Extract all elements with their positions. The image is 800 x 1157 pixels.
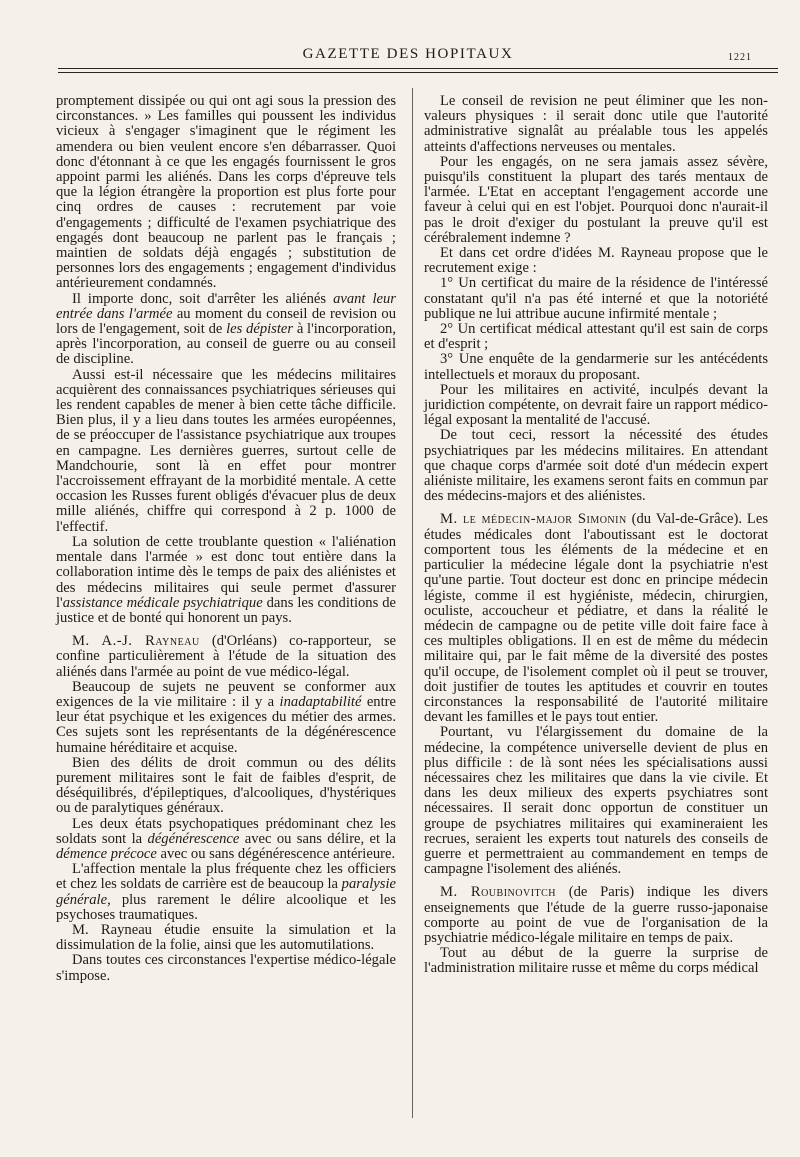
speaker-name: M. le médecin-major Simonin [440,511,627,528]
publication-title: GAZETTE DES HOPITAUX [302,46,514,62]
paragraph: De tout ceci, ressort la nécessité des études psychiatriques par les médecins militaires. En attendant que chaque corps d'armée soit doté d'un médecin expert aliéniste militaire, les examens seront faits en commun par des médecins-majors et des aliénistes. [424,427,768,505]
header-rule [58,68,778,69]
paragraph: Bien des délits de droit commun ou des délits purement militaires sont le fait de faibles d'esprit, de déséquilibrés, d'épileptiques, d'alcooliques, d'hystériques ou de paralytiques généraux. [56,754,396,817]
paragraph: Pour les militaires en activité, inculpés devant la juridiction compétente, on devrait faire un rapport médico-légal exposant la mentalité de l'accusé. [424,381,768,429]
paragraph: promptement dissipée ou qui ont agi sous la pression des circonstances. » Les familles qui poussent les individus vicieux à s'engager s'imaginent que le régiment les amendera ou bien veulent encore s'en débarrasser. Quoi donc d'étonnant à ce que les engagés fournissent le gros appoint parmi les aliénés. Dans les corps d'épreuve tels que la légion étrangère la proportion est plus forte pour cinq ordres de causes : recrutement par voie d'engagements ; difficulté de l'examen psychiatrique des engagés dont beaucoup ne parlent pas le français ; maintien de soldats déjà engagés ; substitution de personnes lors des engagements ; engagement d'individus antérieurement condamnés. [56,93,396,292]
paragraph: Le conseil de revision ne peut éliminer que les non-valeurs physiques : il serait donc utile que l'autorité administrative signalât au préalable tous les appelés atteints d'affections nerveuses ou mentales. [424,93,768,155]
paragraph: Beaucoup de sujets ne peuvent se conformer aux exigences de la vie militaire : il y a inadaptabilité entre leur état psychique et les exigences du métier des armes. Ces sujets sont les représentants de la dégénérescence humaine héréditaire et acquise. [56,678,396,756]
speaker-name: M. Roubinovitch [440,884,557,901]
list-item: 1° Un certificat du maire de la résidence de l'intéressé constatant qu'il n'a pas été interné et que la notoriété publique ne lui attribue aucune infirmité mentale ; [424,275,768,322]
page-header [56,46,760,68]
right-column [424,94,768,977]
paragraph: M. Rayneau étudie ensuite la simulation et la dissimulation de la folie, ainsi que les automutilations. [56,921,396,954]
paragraph: L'affection mentale la plus fréquente chez les officiers et chez les soldats de carrière est de beaucoup la paralysie générale, plus rarement le délire alcoolique et les psychoses traumatiques. [56,861,396,923]
paragraph: M. le médecin-major Simonin (du Val-de-Grâce). Les études médicales dont l'aboutissant est le doctorat comportent tous les éléments de la médecine et en particulier la médecine légale dont la psychiatrie n'est qu'une partie. Tout docteur est donc en principe médecin légiste, comme il est hygiéniste, médecin, chirurgien, oculiste, accoucheur et pédiatre, et dans la réalité le médecin de campagne ou de petite ville doit faire face à ces multiples obligations. Il en est de même du médecin militaire qui, par le fait même de la diversité des postes qu'il occupe, de l'isolement complet où il peut se trouver, doit justifier de toutes les aptitudes et couvrir en toutes circonstances la responsabilité de l'autorité militaire devant les familles et le pays tout entier. [424,511,768,726]
paragraph: Aussi est-il nécessaire que les médecins militaires acquièrent des connaissances psychiatriques sérieuses qui les rendent capables de mener à bien cette tâche difficile. Bien plus, il y a lieu dans toutes les armées européennes, de se préoccuper de l'assistance psychiatrique aux troupes en campagne. Les dernières guerres, surtout celle de Mandchourie, sont là en effet pour montrer l'accroissement effrayant de la morbidité mentale. A cette occasion les Russes furent obligés d'évacuer plus de deux mille aliénés, chiffre qui correspond à 2 p. 1000 de l'effectif. [56,366,396,535]
paragraph: M. A.-J. Rayneau (d'Orléans) co-rapporteur, se confine particulièrement à l'étude de la situation des aliénés dans l'armée au point de vue médico-légal. [56,633,396,680]
paragraph: M. Roubinovitch (de Paris) indique les divers enseignements que l'étude de la guerre russo-japonaise comporte au point de vue de l'organisation de la psychiatrie médico-légale militaire en temps de paix. [424,884,768,946]
paragraph: Pour les engagés, on ne sera jamais assez sévère, puisqu'ils constituent la plupart des tarés mentaux de l'armée. L'Etat en acceptant l'engagement accorde une faveur à celui qui en est l'objet. Pourquoi donc n'aurait-il pas le droit d'exiger du postulant la preuve qu'il est cérébralement indemne ? [424,153,768,246]
paragraph: Pourtant, vu l'élargissement du domaine de la médecine, la compétence universelle devient de plus en plus difficile : de là sont nées les spécialisations aussi nécessaires chez les militaires que dans la vie civile. Et dans les deux milieux des experts psychiatres sont nécessaires. Il serait donc opportun de constituer un groupe de psychiatres militaires qui examineraient les recrues, seraient les experts tout naturels des conseils de guerre et permettraient au commandement en temps de campagne l'isolement des aliénés. [424,724,768,878]
paragraph: Dans toutes ces circonstances l'expertise médico-légale s'impose. [56,952,396,984]
page-number: 1221 [728,52,752,63]
paragraph: Il importe donc, soit d'arrêter les aliénés avant leur entrée dans l'armée au moment du conseil de revision ou lors de l'engagement, soit de les dépister à l'incorporation, après l'incorporation, au conseil de guerre ou au conseil de discipline. [56,290,396,368]
paragraph: Tout au début de la guerre la surprise de l'administration militaire russe et même du corps médical [424,945,768,977]
paragraph: Et dans cet ordre d'idées M. Rayneau propose que le recrutement exige : [424,245,768,277]
speaker-name: M. A.-J. Rayneau [72,633,200,650]
list-item: 3° Une enquête de la gendarmerie sur les antécédents intellectuels et moraux du proposant. [424,351,768,383]
column-divider [412,88,413,1118]
left-column [56,94,396,984]
paragraph: La solution de cette troublante question « l'aliénation mentale dans l'armée » est donc tout entière dans la collaboration intime dès le temps de paix des aliénistes et des médecins militaires qui seule permet d'assurer l'assistance médicale psychiatrique dans les conditions de justice et de bonté qui honorent un pays. [56,533,396,626]
list-item: 2° Un certificat médical attestant qu'il est sain de corps et d'esprit ; [424,321,768,353]
header-rule-secondary [58,72,778,73]
paragraph: Les deux états psychopatiques prédominant chez les soldats sont la dégénérescence avec ou sans délire, et la démence précoce avec ou sans dégénérescence antérieure. [56,815,396,862]
